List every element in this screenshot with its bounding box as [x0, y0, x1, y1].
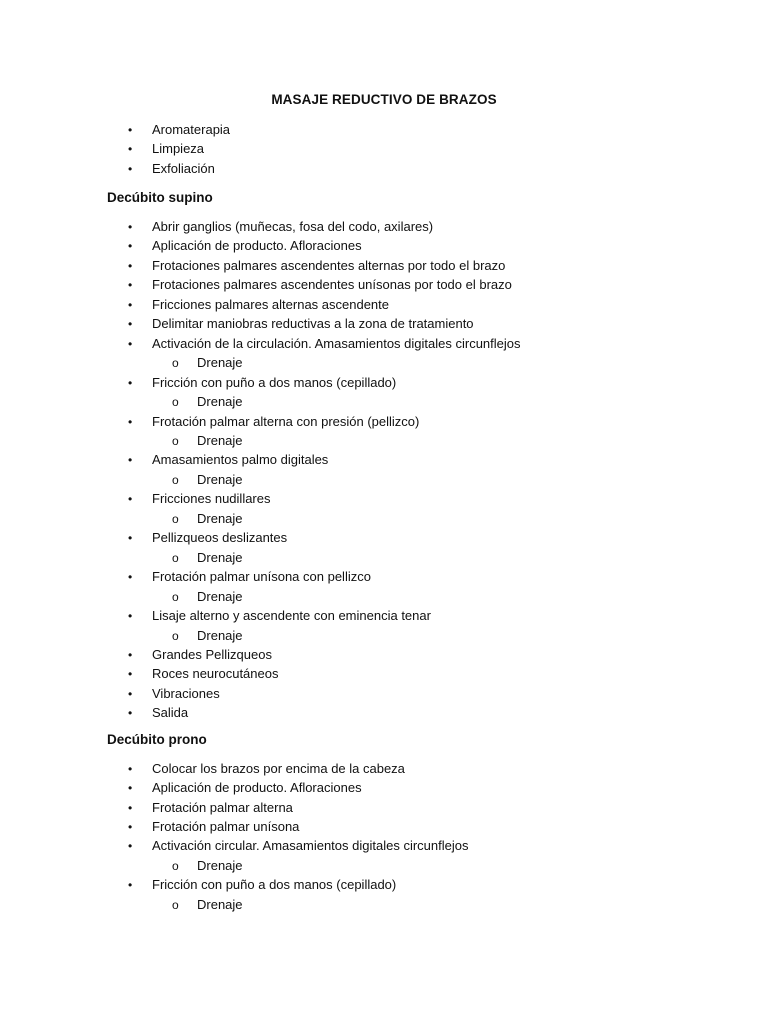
sub-bullet-icon: o	[172, 511, 179, 526]
bullet-icon: •	[128, 667, 133, 682]
intro-item-label: Exfoliación	[152, 160, 215, 176]
prono-item-label: Drenaje	[197, 857, 243, 873]
sub-bullet-icon: o	[172, 433, 179, 448]
bullet-icon: •	[128, 570, 133, 585]
bullet-icon: •	[128, 531, 133, 546]
prono-item-label: Frotación palmar alterna	[152, 799, 293, 815]
prono-item-label: Drenaje	[197, 896, 243, 912]
bullet-icon: •	[128, 800, 133, 815]
sub-bullet-icon: o	[172, 589, 179, 604]
sub-bullet-icon: o	[172, 858, 179, 873]
bullet-icon: •	[128, 317, 133, 332]
supino-item-label: Drenaje	[197, 510, 243, 526]
bullet-icon: •	[128, 647, 133, 662]
bullet-icon: •	[128, 336, 133, 351]
sub-bullet-icon: o	[172, 897, 179, 912]
bullet-icon: •	[128, 375, 133, 390]
bullet-icon: •	[128, 258, 133, 273]
bullet-icon: •	[128, 453, 133, 468]
supino-item-label: Aplicación de producto. Afloraciones	[152, 238, 362, 254]
bullet-icon: •	[128, 781, 133, 796]
prono-item-label: Frotación palmar unísona	[152, 819, 300, 834]
bullet-icon: •	[128, 686, 133, 701]
bullet-icon: •	[128, 706, 133, 721]
prono-item-label: Activación circular. Amasamientos digitales circunflejos	[152, 838, 469, 854]
document-title: MASAJE REDUCTIVO DE BRAZOS	[271, 92, 497, 107]
supino-item-label: Drenaje	[197, 394, 243, 409]
bullet-icon: •	[128, 878, 133, 893]
supino-item-label: Drenaje	[197, 355, 243, 371]
supino-item-label: Lisaje alterno y ascendente con eminencia tenar	[152, 608, 431, 623]
bullet-icon: •	[128, 220, 133, 234]
supino-item-label: Drenaje	[197, 549, 243, 565]
bullet-icon: •	[128, 123, 133, 137]
intro-item-label: Limpieza	[152, 141, 205, 157]
supino-item-label: Grandes Pellizqueos	[152, 646, 272, 662]
bullet-icon: •	[128, 239, 133, 254]
bullet-icon: •	[128, 609, 133, 623]
bullet-icon: •	[128, 762, 133, 776]
supino-item-label: Vibraciones	[152, 685, 220, 701]
supino-item-label: Fricciones palmares alternas ascendente	[152, 296, 390, 312]
prono-item-label: Aplicación de producto. Afloraciones	[152, 780, 362, 796]
sub-bullet-icon: o	[172, 550, 179, 565]
sub-bullet-icon: o	[172, 628, 179, 643]
bullet-icon: •	[128, 492, 133, 507]
bullet-icon: •	[128, 820, 133, 834]
supino-item-label: Activación de la circulación. Amasamientos digitales circunflejos	[152, 335, 521, 351]
supino-item-label: Drenaje	[197, 588, 243, 604]
section-heading-prono: Decúbito prono	[107, 732, 207, 747]
sub-bullet-icon: o	[172, 395, 179, 409]
supino-item-label: Amasamientos palmo digitales	[152, 452, 329, 468]
supino-item-label: Roces neurocutáneos	[152, 666, 279, 682]
supino-item-label: Frotaciones palmares ascendentes unísonas por todo el brazo	[152, 277, 512, 293]
supino-item-label: Drenaje	[197, 471, 243, 487]
supino-item-label: Fricción con puño a dos manos (cepillado)	[152, 374, 397, 390]
prono-item-label: Fricción con puño a dos manos (cepillado)	[152, 877, 397, 893]
bullet-icon: •	[128, 297, 133, 312]
sub-bullet-icon: o	[172, 356, 179, 371]
bullet-icon: •	[128, 414, 133, 429]
supino-item-label: Delimitar maniobras reductivas a la zona de tratamiento	[152, 316, 474, 332]
supino-item-label: Drenaje	[197, 627, 243, 643]
bullet-icon: •	[128, 142, 133, 157]
supino-item-label: Pellizqueos deslizantes	[152, 530, 288, 546]
supino-item-label: Salida	[152, 705, 189, 721]
supino-item-label: Drenaje	[197, 432, 243, 448]
supino-item-label: Fricciones nudillares	[152, 491, 271, 507]
bullet-icon: •	[128, 839, 133, 854]
prono-item-label: Colocar los brazos por encima de la cabeza	[152, 761, 405, 776]
sub-bullet-icon: o	[172, 472, 179, 487]
bullet-icon: •	[128, 161, 133, 176]
supino-item-label: Frotación palmar unísona con pellizco	[152, 569, 371, 585]
supino-item-label: Abrir ganglios (muñecas, fosa del codo, axilares)	[152, 219, 434, 234]
supino-item-label: Frotación palmar alterna con presión (pellizco)	[152, 413, 420, 429]
section-heading-supino: Decúbito supino	[107, 190, 213, 205]
supino-item-label: Frotaciones palmares ascendentes alternas por todo el brazo	[152, 257, 506, 273]
bullet-icon: •	[128, 278, 133, 293]
intro-item-label: Aromaterapia	[152, 122, 231, 137]
